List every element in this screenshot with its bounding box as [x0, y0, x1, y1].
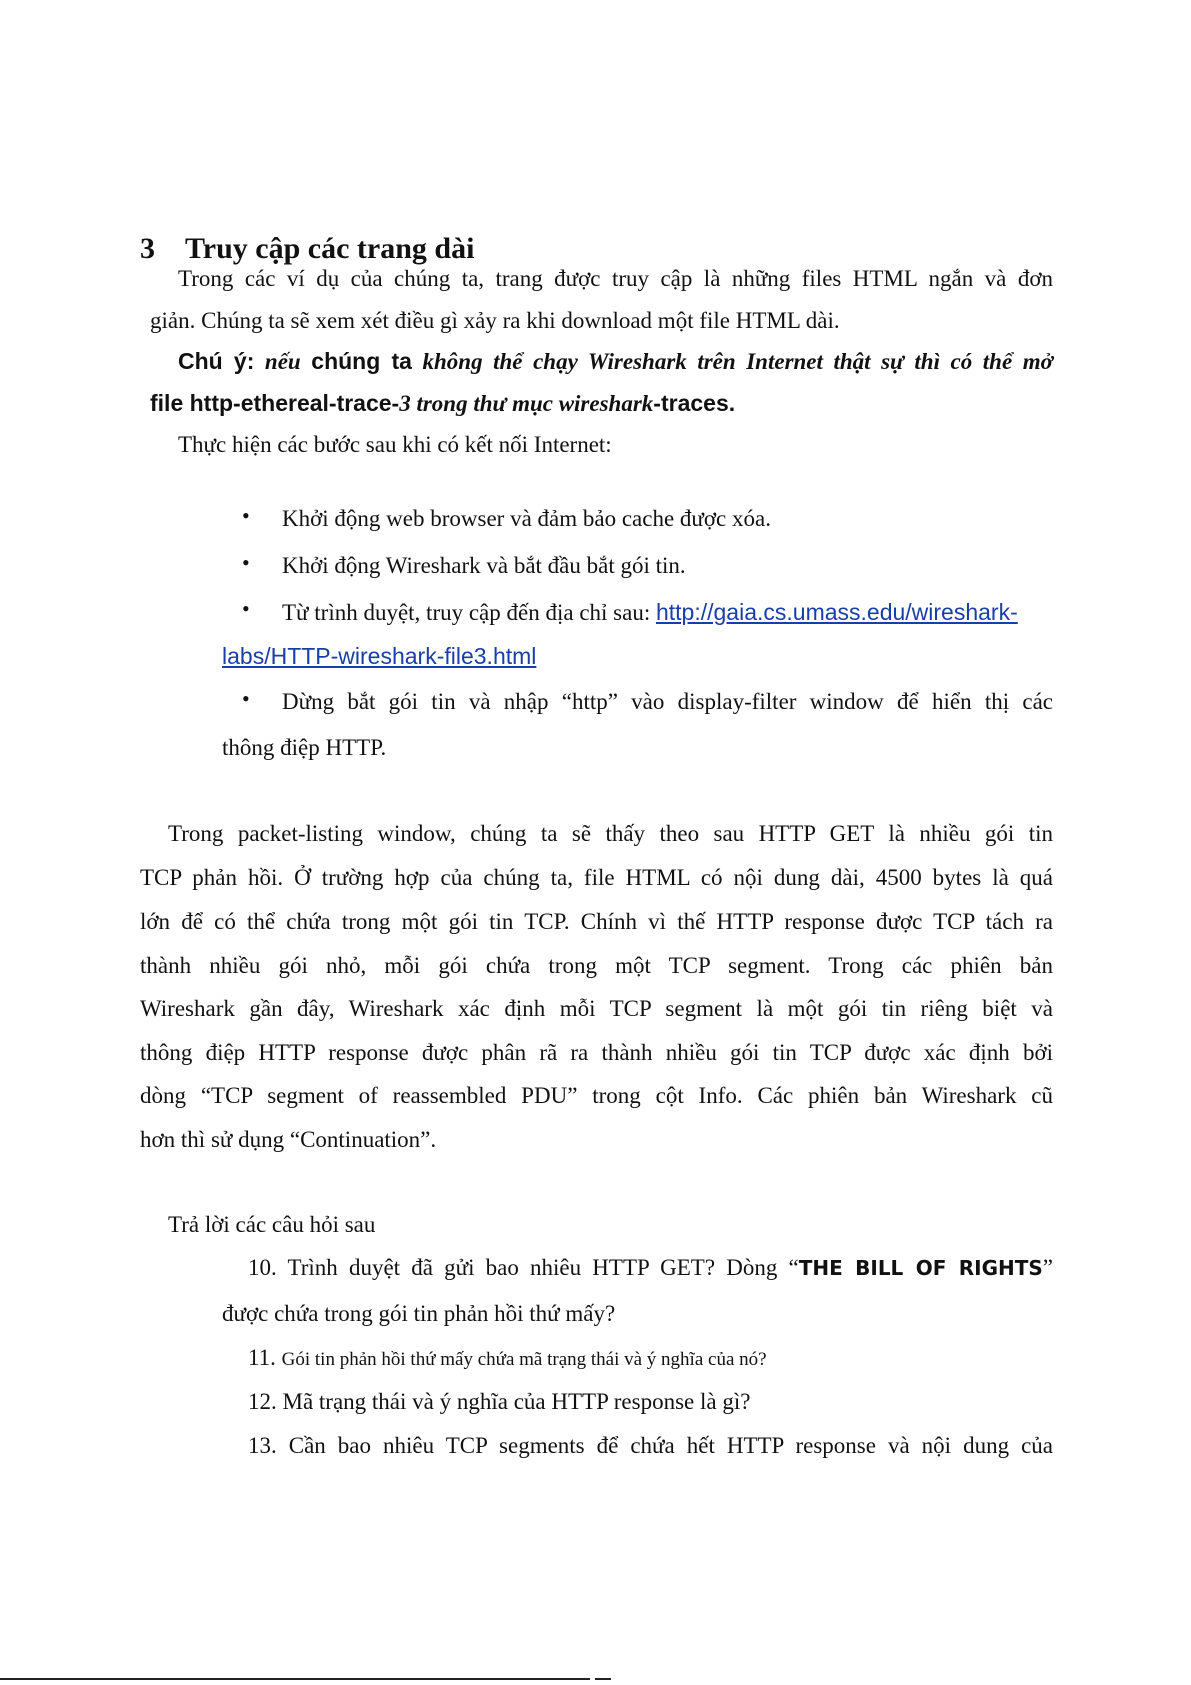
step-4: Dừng bắt gói tin và nhập “http” vào display-filter window để hiển thị các [282, 689, 1053, 714]
question-11-text: Gói tin phản hồi thứ mấy chứa mã trạng thái và ý nghĩa của nó? [281, 1349, 767, 1370]
bullet-icon: • [242, 686, 250, 711]
note-label: Chú ý: [178, 348, 255, 374]
step-2: Khởi động Wireshark và bắt đầu bắt gói tin. [282, 553, 686, 578]
section-number: 3 [140, 232, 155, 265]
question-10-text: 10. Trình duyệt đã gửi bao nhiêu HTTP GET? Dòng “ [248, 1255, 799, 1280]
section-heading [140, 234, 474, 264]
note-text-1: nếu [264, 349, 301, 374]
footnote-divider [0, 1678, 590, 1680]
step-3-text: Từ trình duyệt, truy cập đến địa chỉ sau: [282, 600, 651, 625]
question-13: 13. Cần bao nhiêu TCP segments để chứa hết HTTP response và nội dung của [248, 1433, 1053, 1458]
paragraph-line: thành nhiều gói nhỏ, mỗi gói chứa trong một TCP segment. Trong các phiên bản [140, 953, 1053, 978]
note-line-2 [150, 388, 735, 419]
paragraph-line: dòng “TCP segment of reassembled PDU” trong cột Info. Các phiên bản Wireshark cũ [140, 1083, 1053, 1108]
intro-line-2: giản. Chúng ta sẽ xem xét điều gì xảy ra khi download một file HTML dài. [150, 308, 840, 333]
step-4-cont: thông điệp HTTP. [222, 735, 387, 760]
bullet-icon: • [242, 503, 250, 528]
question-11-number: 11. [248, 1345, 276, 1370]
bill-of-rights-text: THE BILL OF RIGHTS [798, 1256, 1043, 1280]
paragraph-line: hơn thì sử dụng “Continuation”. [140, 1127, 437, 1152]
bullet-icon: • [242, 550, 250, 575]
paragraph-line: thông điệp HTTP response được phân rã ra thành nhiều gói tin TCP được xác định bởi [140, 1040, 1053, 1065]
step-1: Khởi động web browser và đảm bảo cache được xóa. [282, 506, 771, 531]
paragraph-line: Trong packet-listing window, chúng ta sẽ thấy theo sau HTTP GET là nhiều gói tin [168, 821, 1053, 846]
paragraph-line: lớn để có thể chứa trong một gói tin TCP. Chính vì thế HTTP response được TCP tách ra [140, 909, 1053, 934]
footnote-divider [595, 1678, 611, 1680]
paragraph-line: TCP phản hồi. Ở trường hợp của chúng ta, file HTML có nội dung dài, 4500 bytes là quá [140, 865, 1053, 890]
note-line-1 [178, 346, 1053, 377]
step-3-link-cont [222, 641, 536, 672]
note-text-2: chúng ta [311, 348, 412, 374]
wireshark-file3-link[interactable]: http://gaia.cs.umass.edu/wireshark- [655, 599, 1018, 625]
note-text-6: -traces. [653, 390, 736, 416]
wireshark-file3-link-cont[interactable]: labs/HTTP-wireshark-file3.html [222, 643, 537, 669]
paragraph-line: Wireshark gần đây, Wireshark xác định mỗi TCP segment là một gói tin riêng biệt và [140, 996, 1053, 1021]
question-11 [248, 1343, 767, 1375]
question-12: 12. Mã trạng thái và ý nghĩa của HTTP response là gì? [248, 1389, 751, 1414]
question-10-quote: ” [1042, 1255, 1053, 1280]
note-text-5: 3 trong thư mục wireshark [399, 391, 654, 416]
step-3 [282, 597, 1018, 628]
intro-line-1: Trong các ví dụ của chúng ta, trang được truy cập là những files HTML ngắn và đơn [178, 266, 1053, 291]
note-text-4: file http-ethereal-trace- [150, 390, 400, 416]
questions-intro: Trả lời các câu hỏi sau [168, 1212, 376, 1237]
steps-intro: Thực hiện các bước sau khi có kết nối Internet: [178, 432, 612, 457]
question-10-cont: được chứa trong gói tin phản hồi thứ mấy? [222, 1301, 616, 1326]
bullet-icon: • [242, 596, 250, 621]
section-title: Truy cập các trang dài [185, 232, 475, 265]
question-10 [248, 1253, 1053, 1283]
note-text-3: không thể chạy Wireshark trên Internet thật sự thì có thể mở [422, 349, 1053, 374]
